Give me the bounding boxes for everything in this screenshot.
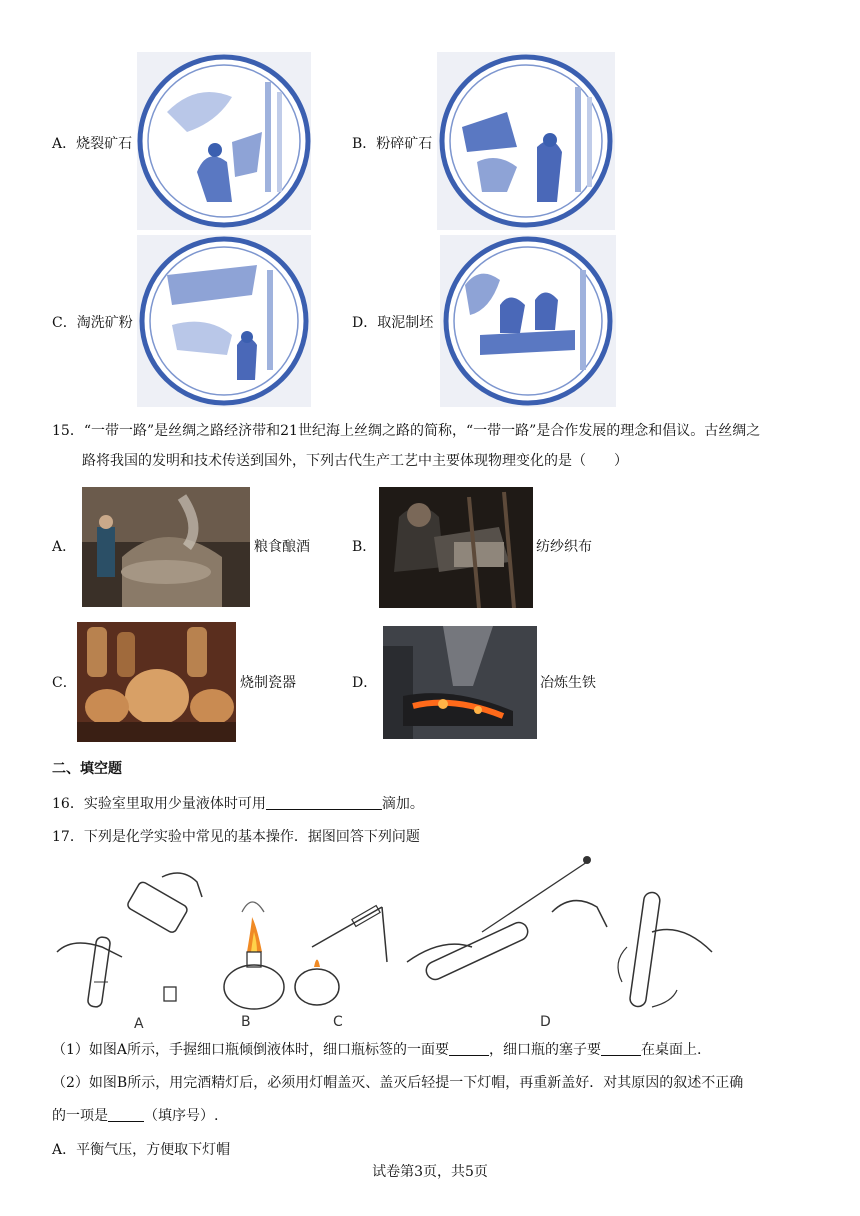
q15-stem-line2: 路将我国的发明和技术传送到国外，下列古代生产工艺中主要体现物理变化的是（ ） [82, 453, 628, 469]
q15-option-b-letter: B． [352, 539, 377, 555]
figure-d-tubes [407, 856, 712, 1008]
figure-a-pouring [57, 873, 202, 1008]
photo-iron-smelting [383, 626, 537, 739]
q17-sub2-blank[interactable] [108, 1107, 144, 1122]
q17-stem: 17．下列是化学实验中常见的基本操作．据图回答下列问题 [52, 829, 420, 845]
figure-b-alcohol-lamp [224, 902, 284, 1009]
q17-sub1-blank-1[interactable] [449, 1041, 489, 1056]
q15-option-c-letter: C． [52, 675, 77, 691]
q15-option-b-text: 纺纱织布 [536, 539, 592, 555]
plate-image-b [437, 52, 615, 230]
figure-c-heating [295, 906, 387, 1005]
q17-sub2-line2: 的一项是 （填序号）. [52, 1108, 219, 1124]
q15-stem-line1: 15．“一带一路”是丝绸之路经济带和21世纪海上丝绸之路的简称，“一带一路”是合作发展的理念和倡议。古丝绸之 [52, 423, 761, 439]
q15-option-d-text: 冶炼生铁 [540, 675, 596, 691]
lab-operations-figure [52, 852, 732, 1037]
section-heading: 二、填空题 [52, 761, 122, 777]
q16-answer-blank[interactable] [266, 795, 382, 810]
q15-option-a-text: 粮食酿酒 [254, 539, 310, 555]
plate-image-d [440, 235, 616, 407]
q14-option-a: A．烧裂矿石 [52, 136, 133, 152]
q15-option-a-letter: A． [52, 539, 77, 555]
q16: 16．实验室里取用少量液体时可用 滴加。 [52, 796, 424, 812]
q15-option-c-text: 烧制瓷器 [240, 675, 296, 691]
q15-option-d-letter: D． [352, 675, 378, 691]
figure-label-d: D [540, 1014, 551, 1030]
q14-option-c: C．淘洗矿粉 [52, 315, 133, 331]
q17-sub1: （1）如图A所示，手握细口瓶倾倒液体时，细口瓶标签的一面要 ，细口瓶的塞子要 在桌面上. [52, 1042, 702, 1058]
figure-label-a: A [134, 1016, 144, 1032]
q17-option-a: A．平衡气压，方便取下灯帽 [52, 1142, 231, 1158]
page-footer: 试卷第3页，共5页 [372, 1164, 488, 1180]
q17-sub2-line1: （2）如图B所示，用完酒精灯后，必须用灯帽盖灭、盖灭后轻提一下灯帽，再重新盖好．对其原因的叙述不正确 [52, 1075, 744, 1091]
photo-brewing [82, 487, 250, 607]
q14-option-b: B．粉碎矿石 [352, 136, 433, 152]
plate-image-a [137, 52, 311, 230]
plate-image-c [137, 235, 311, 407]
photo-weaving [379, 487, 533, 608]
figure-label-b: B [241, 1014, 251, 1030]
photo-porcelain [77, 622, 236, 742]
q17-sub1-blank-2[interactable] [601, 1041, 641, 1056]
figure-label-c: C [333, 1014, 343, 1030]
q14-option-d: D．取泥制坯 [352, 315, 434, 331]
